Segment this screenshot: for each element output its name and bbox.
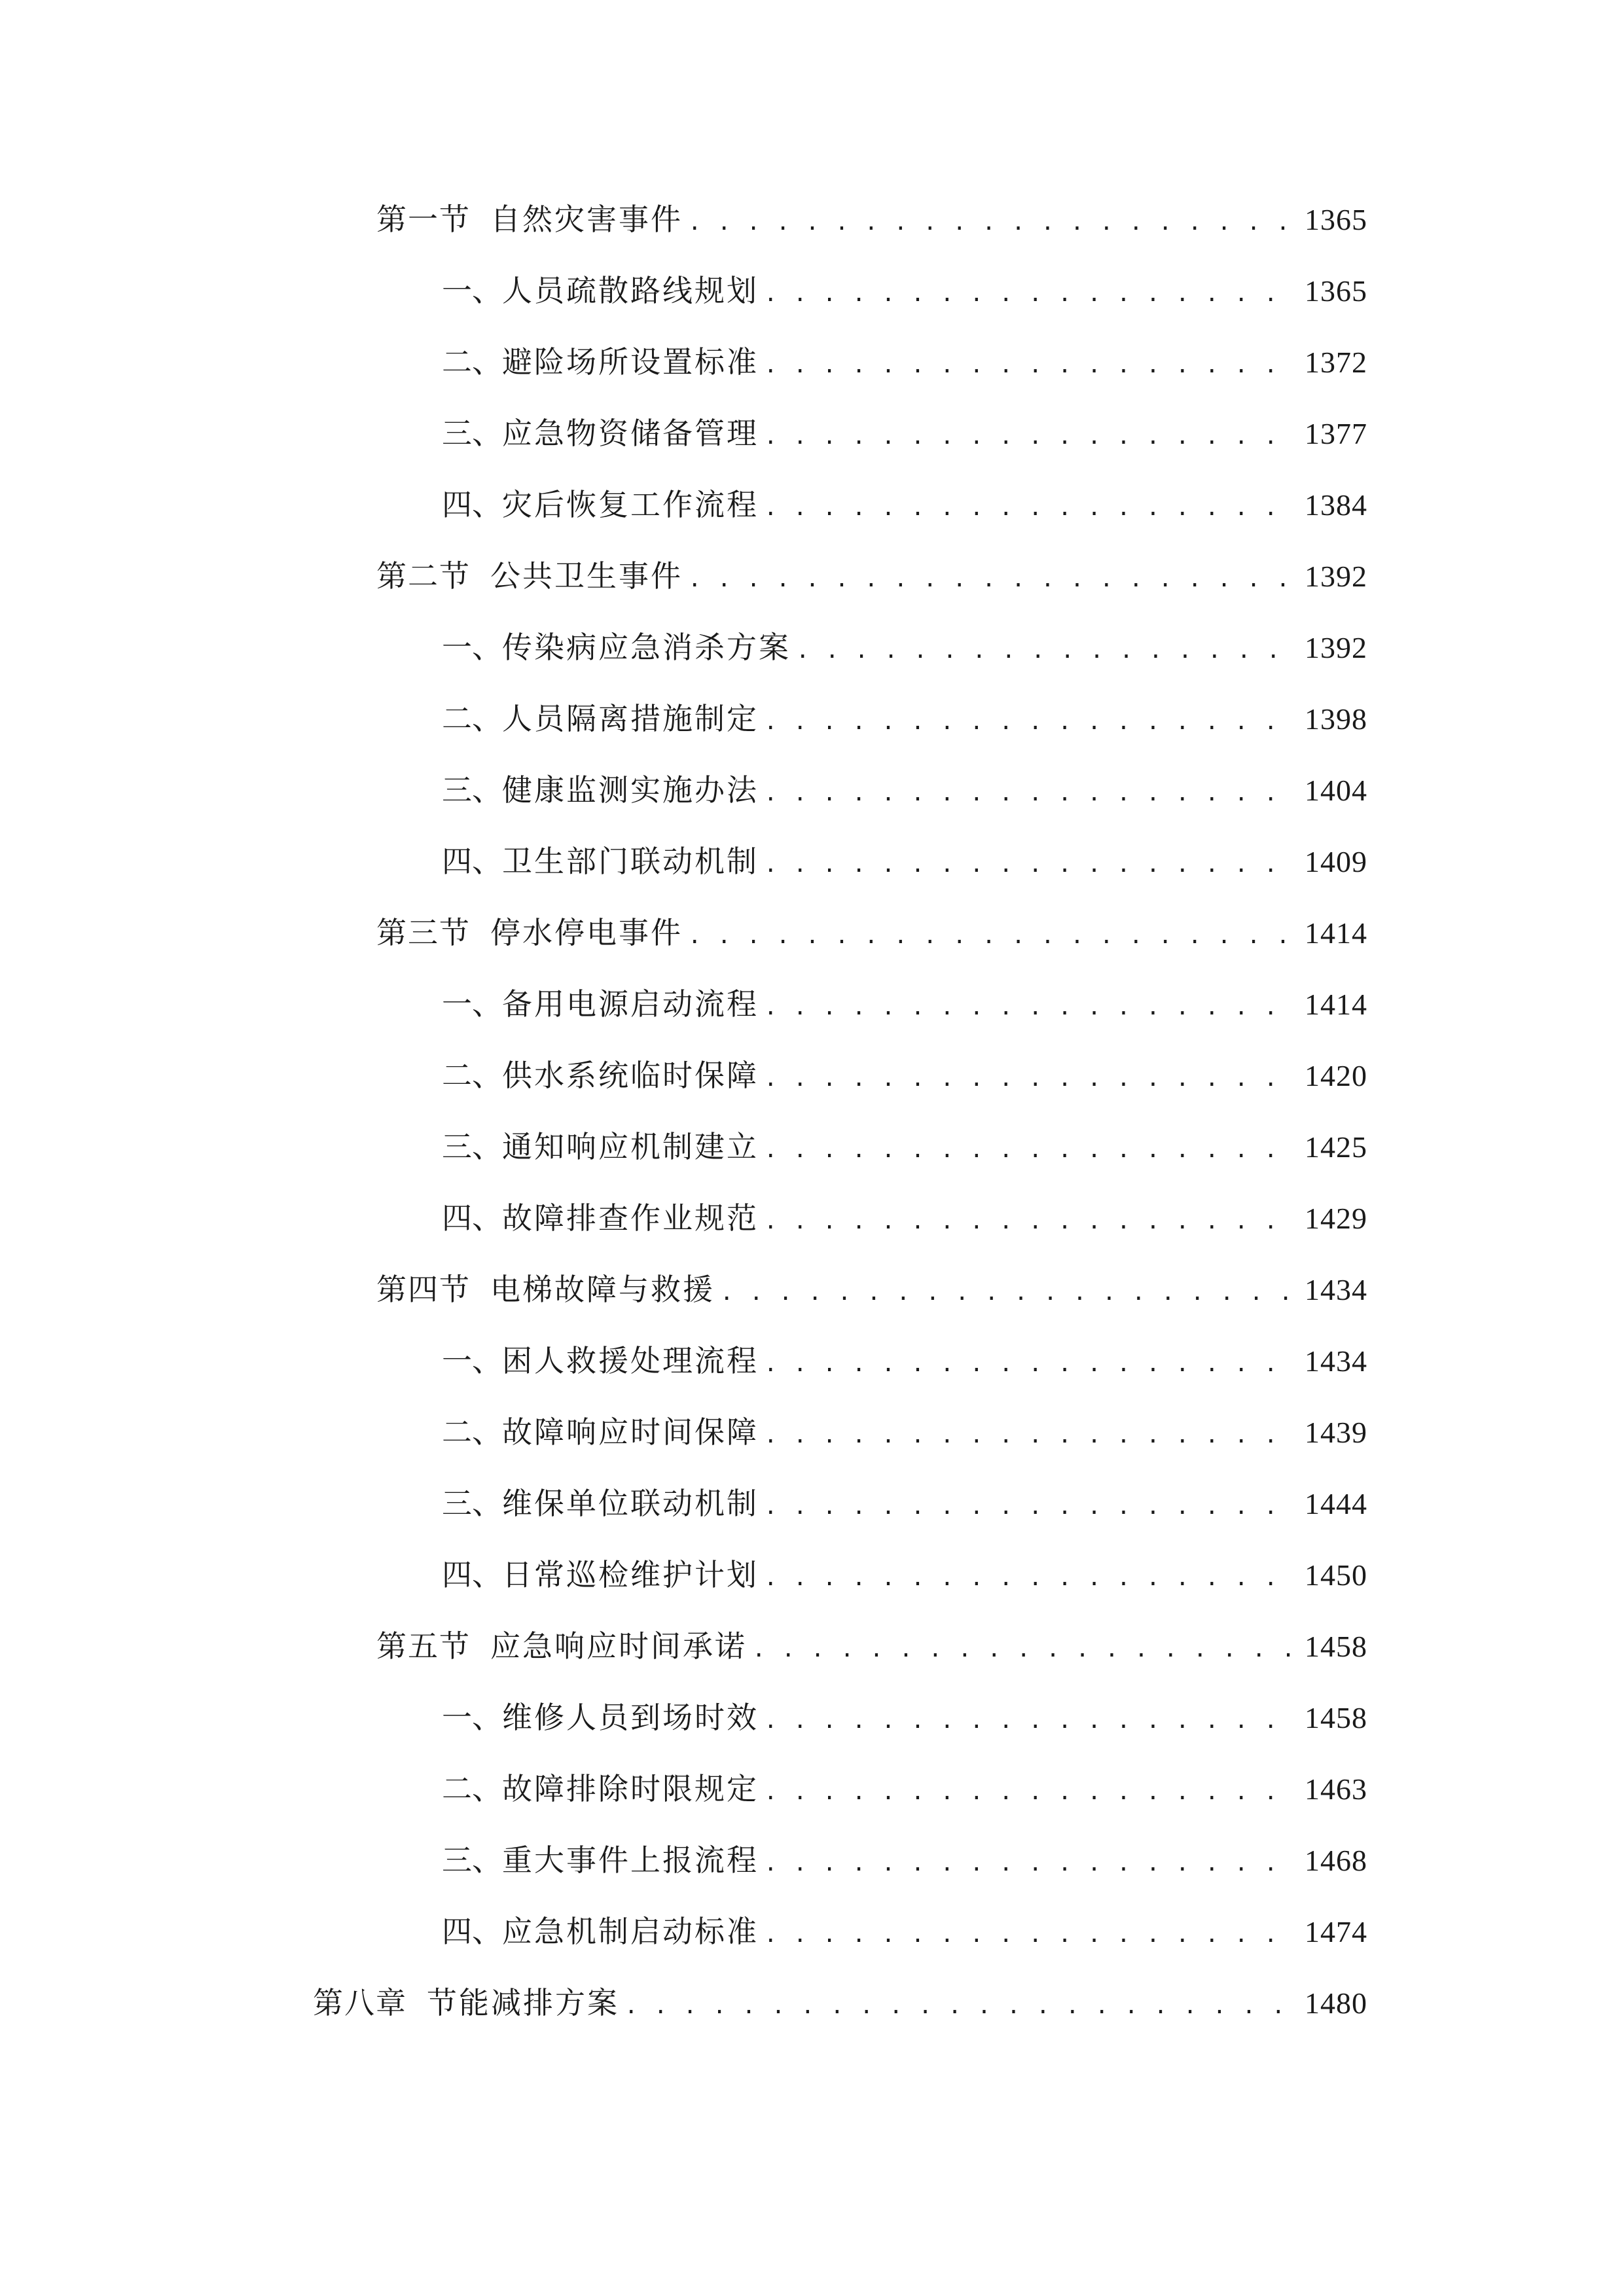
entry-title: 应急物资储备管理 [502, 416, 759, 451]
page-number: 1392 [1305, 560, 1367, 593]
page-number: 1474 [1305, 1915, 1367, 1948]
page-number: 1425 [1305, 1130, 1367, 1164]
entry-title: 维修人员到场时效 [502, 1700, 759, 1735]
entry-title: 供水系统临时保障 [502, 1058, 759, 1093]
toc-item-entry[interactable] [442, 1840, 1367, 1880]
entry-number: 第一节 [376, 202, 471, 237]
toc-item-entry[interactable] [442, 414, 1367, 453]
page-number: 1372 [1305, 346, 1367, 379]
entry-title: 自然灾害事件 [490, 202, 683, 237]
page-number: 1414 [1305, 988, 1367, 1021]
toc-item-entry[interactable] [442, 1198, 1367, 1238]
toc-item-entry[interactable] [442, 1555, 1367, 1594]
page-number: 1434 [1305, 1344, 1367, 1378]
page-number: 1458 [1305, 1701, 1367, 1734]
entry-title: 人员疏散路线规划 [502, 273, 759, 308]
entry-number: 一、 [442, 273, 502, 308]
page-number: 1365 [1305, 274, 1367, 308]
dot-leader [764, 1487, 1298, 1526]
entry-title: 应急响应时间承诺 [490, 1628, 747, 1664]
dot-leader [752, 1630, 1298, 1669]
page-number: 1409 [1305, 845, 1367, 878]
entry-number: 二、 [442, 1058, 502, 1093]
entry-title: 备用电源启动流程 [502, 986, 759, 1022]
dot-leader [720, 1273, 1298, 1312]
page-number: 1458 [1305, 1630, 1367, 1663]
entry-number: 一、 [442, 630, 502, 665]
toc-chapter-entry[interactable] [313, 1983, 1367, 2022]
page-number: 1468 [1305, 1844, 1367, 1877]
toc-section-entry[interactable] [376, 1626, 1367, 1666]
entry-title: 应急机制启动标准 [502, 1914, 759, 1949]
toc-item-entry[interactable] [442, 699, 1367, 738]
dot-leader [764, 1701, 1298, 1740]
dot-leader [688, 203, 1298, 242]
entry-number: 第八章 [313, 1985, 407, 2020]
dot-leader [764, 702, 1298, 742]
toc-section-entry[interactable] [376, 556, 1367, 596]
toc-item-entry[interactable] [442, 271, 1367, 310]
entry-number: 二、 [442, 344, 502, 380]
entry-number: 三、 [442, 1129, 502, 1164]
entry-number: 二、 [442, 1414, 502, 1450]
entry-title: 节能减排方案 [427, 1985, 619, 2020]
entry-number: 四、 [442, 1557, 502, 1592]
dot-leader [764, 1844, 1298, 1883]
dot-leader [764, 988, 1298, 1027]
entry-number: 三、 [442, 1486, 502, 1521]
entry-title: 灾后恢复工作流程 [502, 487, 759, 522]
page-number: 1404 [1305, 774, 1367, 807]
entry-number: 三、 [442, 416, 502, 451]
page-number: 1450 [1305, 1558, 1367, 1592]
dot-leader [688, 560, 1298, 599]
toc-item-entry[interactable] [442, 770, 1367, 810]
entry-title: 重大事件上报流程 [502, 1842, 759, 1878]
entry-title: 传染病应急消杀方案 [502, 630, 791, 665]
toc-item-entry[interactable] [442, 1484, 1367, 1523]
entry-number: 四、 [442, 1914, 502, 1949]
entry-title: 故障排除时限规定 [502, 1771, 759, 1806]
dot-leader [764, 1059, 1298, 1098]
page-number: 1444 [1305, 1487, 1367, 1520]
entry-title: 人员隔离措施制定 [502, 701, 759, 736]
page-number: 1439 [1305, 1416, 1367, 1449]
dot-leader [764, 1344, 1298, 1384]
page-number: 1463 [1305, 1772, 1367, 1806]
dot-leader [764, 488, 1298, 528]
entry-number: 第五节 [376, 1628, 471, 1664]
entry-number: 二、 [442, 701, 502, 736]
dot-leader [764, 1130, 1298, 1170]
toc-item-entry[interactable] [442, 1769, 1367, 1808]
entry-number: 一、 [442, 986, 502, 1022]
page-number: 1414 [1305, 916, 1367, 950]
toc-section-entry[interactable] [376, 913, 1367, 952]
entry-title: 避险场所设置标准 [502, 344, 759, 380]
entry-number: 三、 [442, 1842, 502, 1878]
toc-item-entry[interactable] [442, 984, 1367, 1024]
page-number: 1365 [1305, 203, 1367, 236]
entry-number: 四、 [442, 487, 502, 522]
dot-leader [764, 845, 1298, 884]
entry-number: 二、 [442, 1771, 502, 1806]
toc-item-entry[interactable] [442, 485, 1367, 524]
dot-leader [624, 1986, 1298, 2026]
page-number: 1480 [1305, 1986, 1367, 2020]
entry-title: 通知响应机制建立 [502, 1129, 759, 1164]
entry-title: 卫生部门联动机制 [502, 844, 759, 879]
entry-title: 故障排查作业规范 [502, 1200, 759, 1236]
entry-number: 四、 [442, 844, 502, 879]
entry-title: 困人救援处理流程 [502, 1343, 759, 1378]
entry-number: 三、 [442, 772, 502, 808]
toc-item-entry[interactable] [442, 628, 1367, 667]
entry-title: 维保单位联动机制 [502, 1486, 759, 1521]
entry-number: 第四节 [376, 1272, 471, 1307]
dot-leader [764, 1202, 1298, 1241]
toc-item-entry[interactable] [442, 1127, 1367, 1166]
toc-item-entry[interactable] [442, 1912, 1367, 1951]
toc-item-entry[interactable] [442, 1698, 1367, 1737]
dot-leader [796, 631, 1298, 670]
dot-leader [764, 1772, 1298, 1812]
entry-number: 一、 [442, 1700, 502, 1735]
entry-title: 公共卫生事件 [490, 558, 683, 594]
toc-item-entry[interactable] [442, 842, 1367, 881]
page-number: 1384 [1305, 488, 1367, 522]
entry-number: 第三节 [376, 915, 471, 950]
toc-item-entry[interactable] [442, 1412, 1367, 1452]
page-number: 1434 [1305, 1273, 1367, 1306]
entry-title: 电梯故障与救援 [490, 1272, 715, 1307]
dot-leader [764, 274, 1298, 314]
dot-leader [764, 1915, 1298, 1954]
toc-section-entry[interactable] [376, 1270, 1367, 1309]
entry-number: 一、 [442, 1343, 502, 1378]
page-number: 1392 [1305, 631, 1367, 664]
dot-leader [764, 774, 1298, 813]
dot-leader [764, 1416, 1298, 1455]
dot-leader [764, 346, 1298, 385]
entry-title: 停水停电事件 [490, 915, 683, 950]
page-number: 1420 [1305, 1059, 1367, 1092]
dot-leader [764, 1558, 1298, 1598]
entry-title: 日常巡检维护计划 [502, 1557, 759, 1592]
dot-leader [764, 417, 1298, 456]
toc-item-entry[interactable] [442, 342, 1367, 382]
page-number: 1429 [1305, 1202, 1367, 1235]
toc-item-entry[interactable] [442, 1056, 1367, 1095]
entry-title: 故障响应时间保障 [502, 1414, 759, 1450]
entry-number: 四、 [442, 1200, 502, 1236]
toc-item-entry[interactable] [442, 1341, 1367, 1380]
page-number: 1377 [1305, 417, 1367, 450]
entry-title: 健康监测实施办法 [502, 772, 759, 808]
page-number: 1398 [1305, 702, 1367, 736]
dot-leader [688, 916, 1298, 956]
entry-number: 第二节 [376, 558, 471, 594]
toc-section-entry[interactable] [376, 200, 1367, 239]
